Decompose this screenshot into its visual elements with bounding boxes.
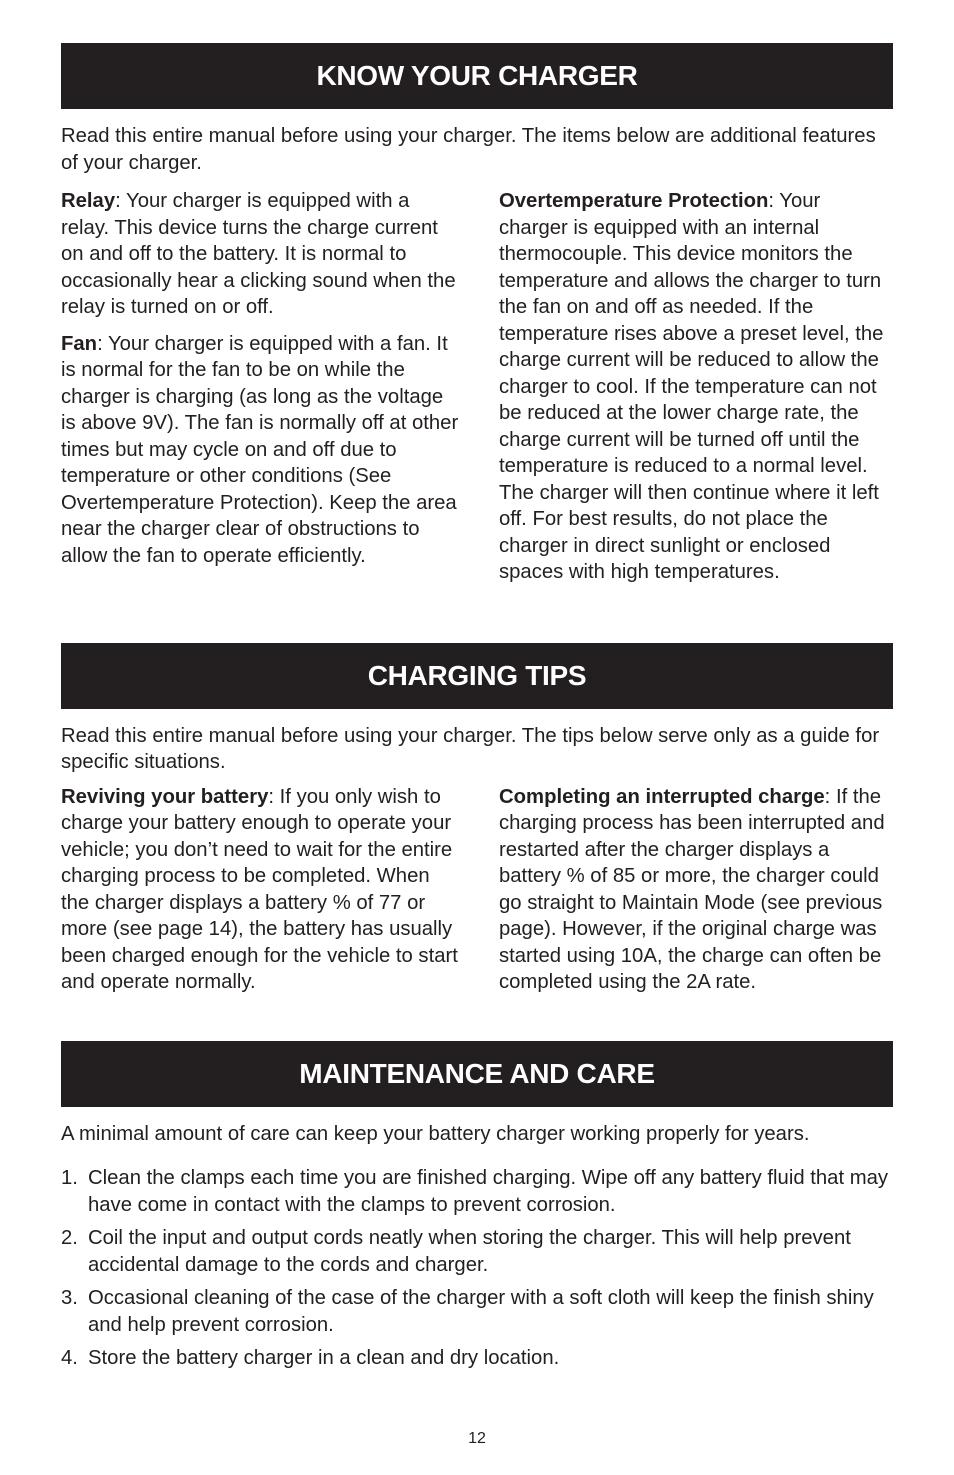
- fan-paragraph: [61, 331, 461, 570]
- relay-term: Relay: [61, 190, 116, 212]
- list-item: [61, 1345, 893, 1372]
- care-intro: A minimal amount of care can keep your battery charger working properly for years.: [61, 1122, 810, 1145]
- tips-left-column: [61, 784, 461, 996]
- relay-text: : Your charger is equipped with a relay. This device turns the charge current on and off to the battery. It is normal to occasionally hear a clicking sound when the relay is turned on or off.: [61, 190, 456, 318]
- section-title: CHARGING TIPS: [367, 659, 587, 691]
- section-header-know-your-charger: [61, 43, 893, 109]
- section-title: MAINTENANCE AND CARE: [299, 1057, 655, 1089]
- page-number: 12: [468, 1430, 486, 1447]
- list-item-number: 3.: [61, 1287, 78, 1309]
- list-item-number: 2.: [61, 1227, 78, 1249]
- list-item-number: 4.: [61, 1347, 78, 1369]
- overtemp-paragraph: [499, 188, 893, 586]
- know-left-column: [61, 188, 461, 586]
- know-columns: [61, 188, 893, 586]
- tips-columns: [61, 784, 893, 996]
- interrupted-paragraph: [499, 784, 893, 996]
- tips-right-column: [499, 784, 893, 996]
- list-item: [61, 1285, 893, 1338]
- list-item-text: Coil the input and output cords neatly when storing the charger. This will help prevent accidental damage to the cords and charger.: [88, 1227, 851, 1276]
- interrupted-text: : If the charging process has been interrupted and restarted after the charger displays a battery % of 85 or more, the charger could go straight to Maintain Mode (see previous page). However, if the original charge was started using 10A, the charge can often be completed using the 2A rate.: [499, 785, 885, 993]
- know-intro: Read this entire manual before using your charger. The items below are additional features of your charger.: [61, 125, 876, 174]
- list-item: [61, 1165, 893, 1218]
- list-item: [61, 1225, 893, 1278]
- overtemp-text: : Your charger is equipped with an internal thermocouple. This device monitors the temperature and allows the charger to turn the fan on and off as needed. If the temperature rises above a preset level, the charge current will be reduced to allow the charger to cool. If the temperature can not be reduced at the lower charge rate, the charge current will be turned off until the temperature is reduced to a normal level. The charger will then continue where it left off. For best results, do not place the charger in direct sunlight or enclosed spaces with high temperatures.: [499, 190, 884, 583]
- care-list: [61, 1165, 893, 1372]
- interrupted-term: Completing an interrupted charge: [499, 785, 825, 808]
- overtemp-term: Overtemperature Protection: [499, 190, 769, 212]
- list-item-text: Clean the clamps each time you are finished charging. Wipe off any battery fluid that may have come in contact with the clamps to prevent corrosion.: [88, 1167, 889, 1216]
- list-item-text: Occasional cleaning of the case of the charger with a soft cloth will keep the finish shiny and help prevent corrosion.: [88, 1287, 874, 1336]
- reviving-term: Reviving your battery: [61, 785, 269, 808]
- relay-paragraph: [61, 188, 461, 321]
- fan-text: : Your charger is equipped with a fan. It is normal for the fan to be on while the charger is charging (as long as the voltage is above 9V). The fan is normally off at other times but may cycle on and off due to temperature or other conditions (See Overtemperature Protection). Keep the area near the charger clear of obstructions to allow the fan to operate efficiently.: [61, 332, 459, 567]
- tips-intro: Read this entire manual before using your charger. The tips below serve only as a guide for specific situations.: [61, 724, 880, 773]
- reviving-text: : If you only wish to charge your battery enough to operate your vehicle; you don’t need to wait for the entire charging process to be completed. When the charger displays a battery % of 77 or more (see page 14), the battery has usually been charged enough for the vehicle to start and operate normally.: [61, 785, 458, 993]
- section-header-charging-tips: [61, 643, 893, 709]
- know-right-column: [499, 188, 893, 586]
- reviving-paragraph: [61, 784, 461, 996]
- section-header-maintenance-and-care: [61, 1041, 893, 1107]
- list-item-number: 1.: [61, 1167, 78, 1189]
- list-item-text: Store the battery charger in a clean and dry location.: [88, 1347, 560, 1369]
- fan-term: Fan: [61, 332, 98, 355]
- manual-page: [61, 43, 893, 1372]
- section-title: KNOW YOUR CHARGER: [316, 60, 638, 91]
